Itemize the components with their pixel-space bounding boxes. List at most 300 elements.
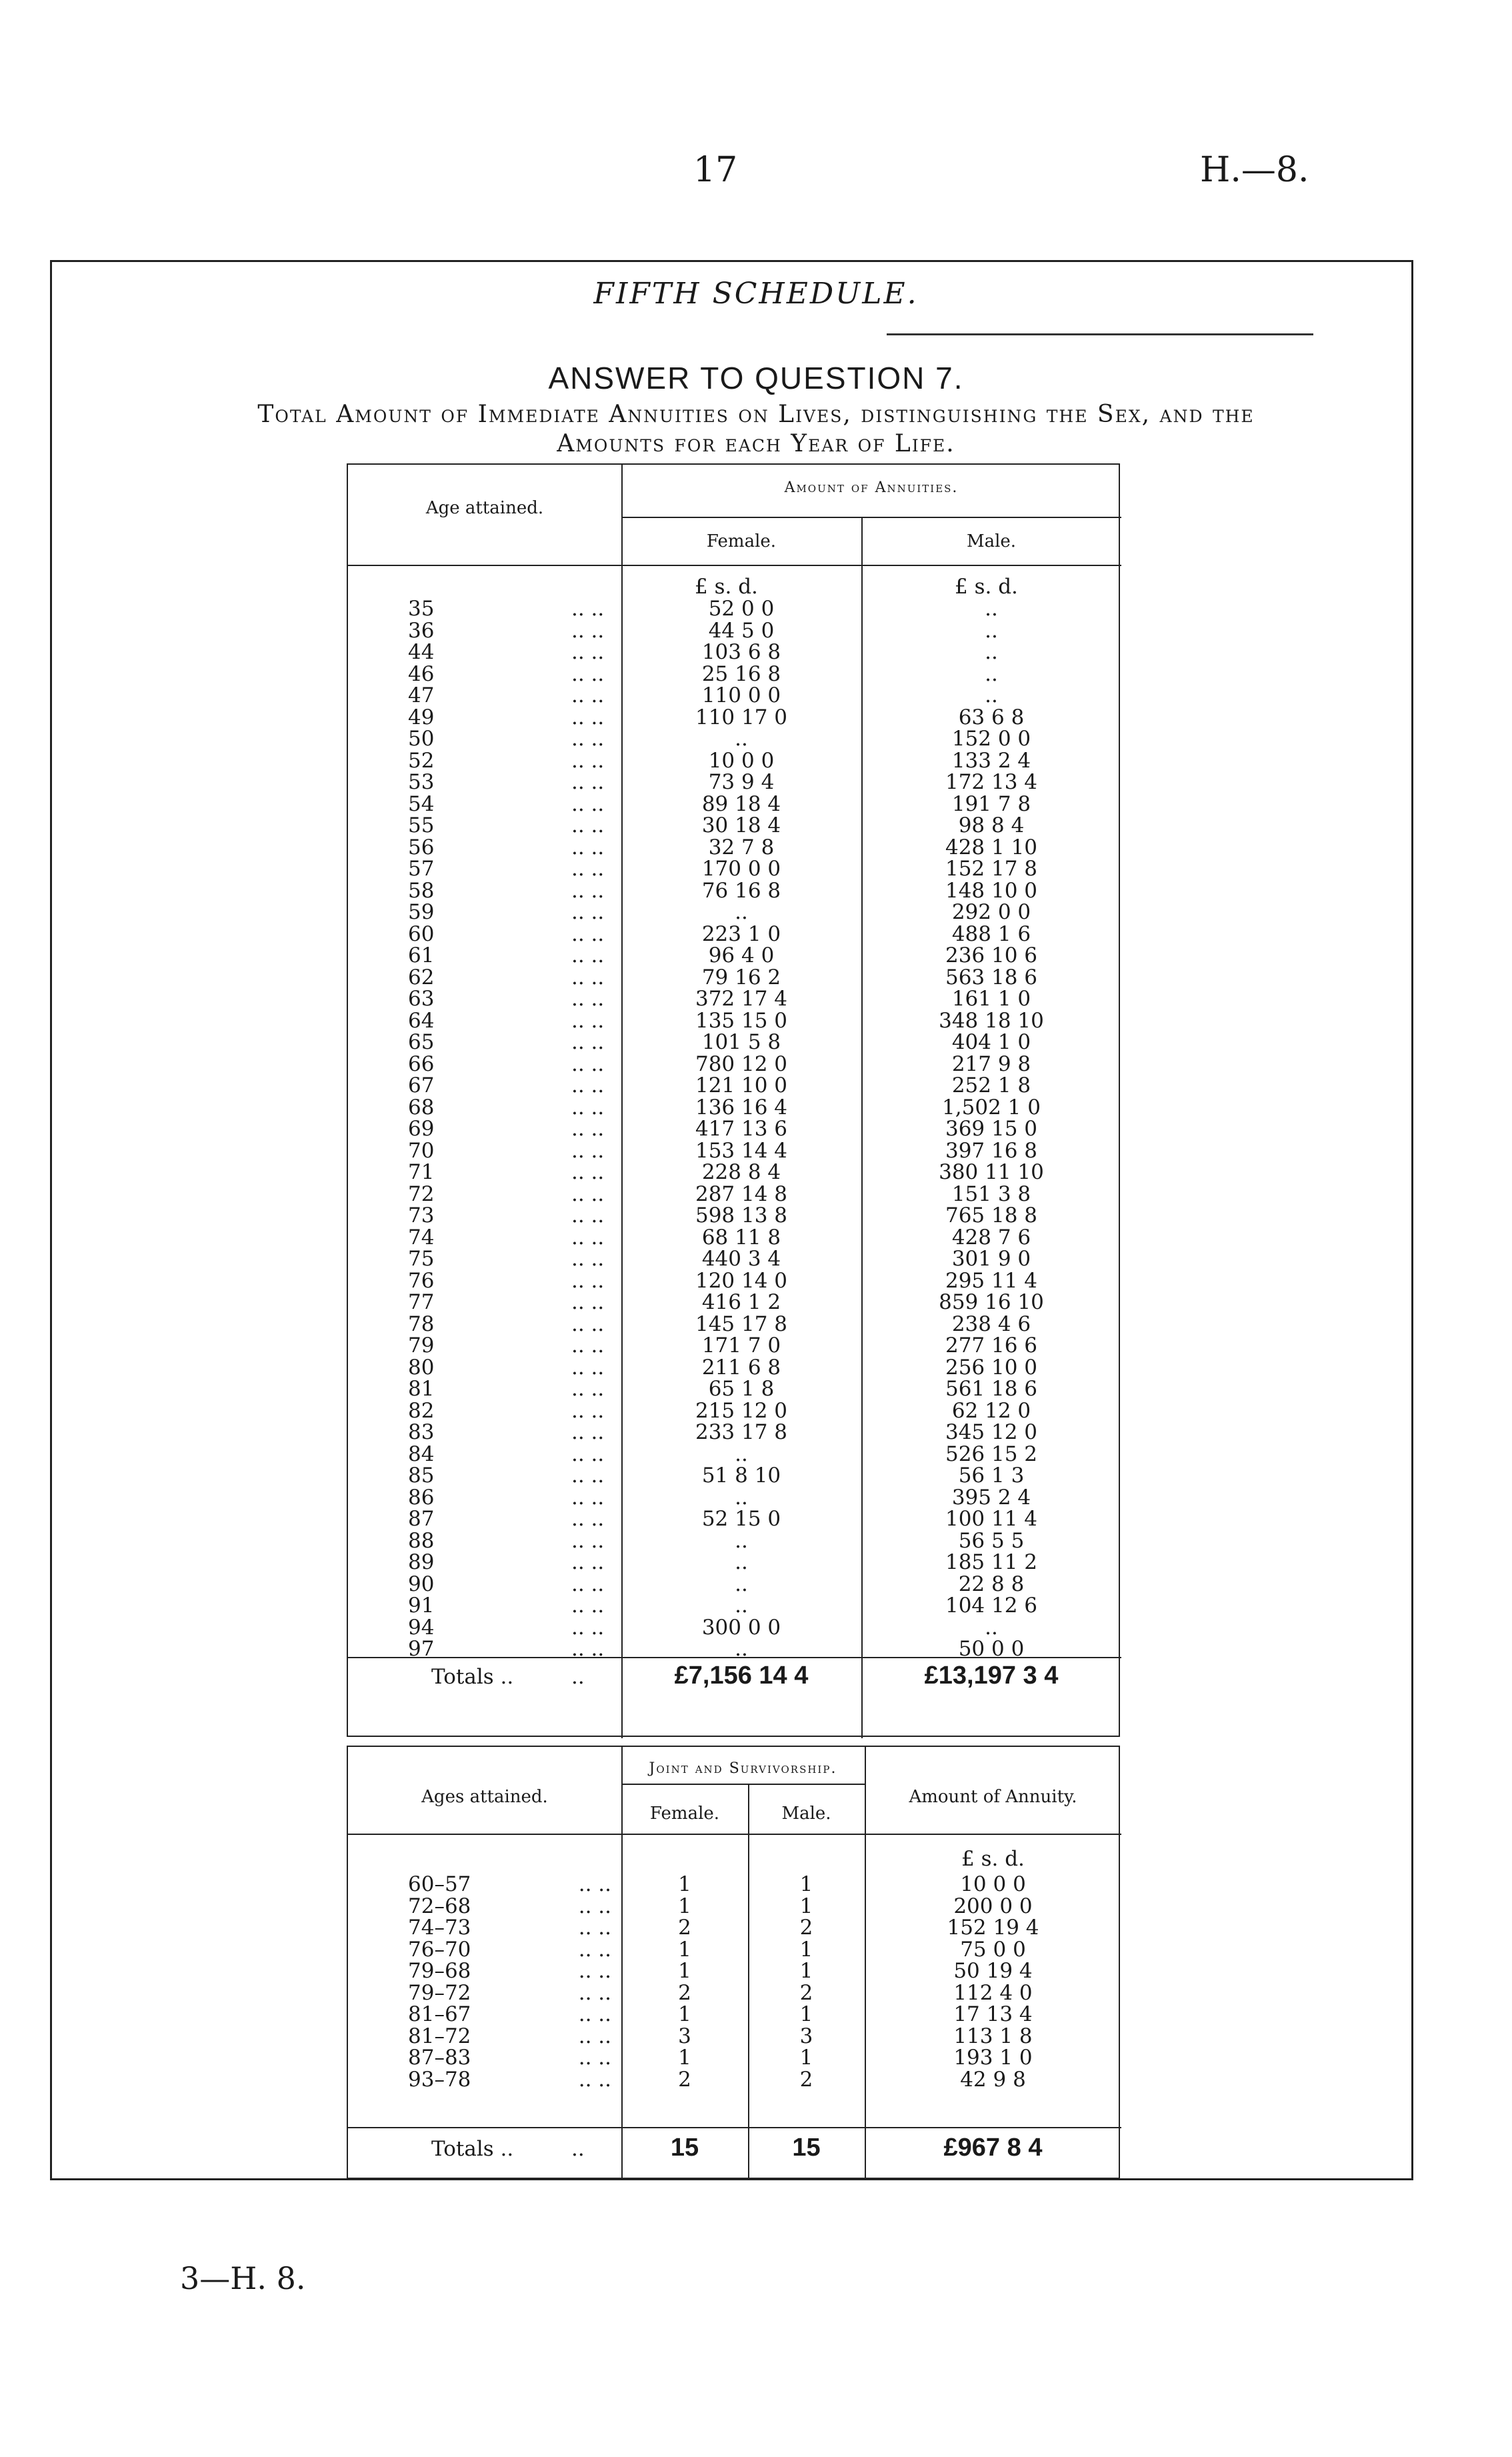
row-amount: 193 1 0 bbox=[953, 2046, 1033, 2070]
column-header-female: Female. bbox=[706, 531, 777, 551]
row-dots: .. .. bbox=[571, 1181, 605, 1206]
row-male-amount: 172 13 4 bbox=[945, 770, 1038, 794]
row-dots: .. .. bbox=[571, 1268, 605, 1293]
row-dots: .. .. bbox=[571, 1464, 605, 1488]
row-dots: .. .. bbox=[571, 1572, 605, 1596]
row-female-amount: 52 15 0 bbox=[701, 1507, 781, 1531]
table-row bbox=[348, 815, 1121, 836]
row-age: 66 bbox=[408, 1051, 435, 1076]
units-amount: £ s. d. bbox=[961, 1847, 1025, 1871]
row-dots: .. .. bbox=[571, 1334, 605, 1358]
row-age: 49 bbox=[408, 705, 435, 729]
row-amount: 50 19 4 bbox=[953, 1959, 1033, 1983]
row-age: 85 bbox=[408, 1464, 435, 1488]
table-row bbox=[348, 620, 1121, 641]
row-dots: .. .. bbox=[571, 1594, 605, 1618]
row-dots: .. .. bbox=[571, 727, 605, 751]
row-ages: 93–78 bbox=[408, 2067, 471, 2092]
row-female-amount: 170 0 0 bbox=[701, 857, 781, 881]
row-female-amount: .. bbox=[735, 1572, 748, 1596]
row-male-amount: 765 18 8 bbox=[945, 1203, 1038, 1227]
row-male-amount: 185 11 2 bbox=[945, 1550, 1038, 1574]
table-row bbox=[348, 2026, 1121, 2047]
row-dots: .. .. bbox=[571, 1203, 605, 1227]
row-male-amount: 98 8 4 bbox=[958, 813, 1025, 837]
row-female-count: 2 bbox=[678, 2067, 691, 2092]
row-male-count: 1 bbox=[799, 2002, 813, 2026]
row-dots: .. .. bbox=[578, 1894, 611, 1918]
row-male-amount: 563 18 6 bbox=[945, 965, 1038, 989]
table-row bbox=[348, 685, 1121, 706]
row-male-amount: 1,502 1 0 bbox=[942, 1095, 1041, 1119]
table-title-line-1: Total Amount of Immediate Annuities on Lives, distinguishing the Sex, and the bbox=[257, 401, 1255, 428]
table-row bbox=[348, 1917, 1121, 1938]
row-age: 72 bbox=[408, 1181, 435, 1206]
row-age: 82 bbox=[408, 1398, 435, 1423]
row-dots: .. .. bbox=[578, 1980, 611, 2005]
table-row bbox=[348, 1010, 1121, 1031]
row-amount: 113 1 8 bbox=[953, 2024, 1033, 2048]
row-male-count: 1 bbox=[799, 1872, 813, 1896]
row-female-amount: 110 17 0 bbox=[695, 705, 788, 729]
row-age: 57 bbox=[408, 857, 435, 881]
row-age: 61 bbox=[408, 943, 435, 967]
table-row bbox=[348, 793, 1121, 815]
row-dots: .. .. bbox=[571, 748, 605, 773]
row-male-count: 3 bbox=[799, 2024, 813, 2048]
row-male-amount: 295 11 4 bbox=[945, 1268, 1038, 1293]
row-age: 77 bbox=[408, 1290, 435, 1314]
row-dots: .. .. bbox=[578, 1872, 611, 1896]
row-male-amount: 397 16 8 bbox=[945, 1138, 1038, 1163]
row-female-amount: 10 0 0 bbox=[708, 748, 775, 773]
table-row bbox=[348, 945, 1121, 966]
row-dots: .. .. bbox=[571, 1507, 605, 1531]
row-female-amount: 153 14 4 bbox=[695, 1138, 788, 1163]
table-row bbox=[348, 1595, 1121, 1616]
table-row bbox=[348, 1638, 1121, 1660]
row-female-amount: 30 18 4 bbox=[701, 813, 781, 837]
row-female-amount: 440 3 4 bbox=[701, 1247, 781, 1271]
row-ages: 79–72 bbox=[408, 1980, 471, 2005]
row-dots: .. .. bbox=[578, 2067, 611, 2092]
row-dots: .. .. bbox=[571, 597, 605, 621]
totals-dots: .. bbox=[571, 1665, 585, 1689]
totals-label: Totals .. bbox=[431, 1665, 514, 1689]
units-female: £ s. d. bbox=[695, 575, 758, 599]
row-age: 64 bbox=[408, 1008, 435, 1033]
table-row bbox=[348, 901, 1121, 923]
row-female-amount: 51 8 10 bbox=[701, 1464, 781, 1488]
row-age: 58 bbox=[408, 878, 435, 903]
row-female-count: 1 bbox=[678, 2046, 691, 2070]
units-male: £ s. d. bbox=[955, 575, 1018, 599]
row-female-amount: 135 15 0 bbox=[695, 1008, 788, 1033]
row-female-amount: 101 5 8 bbox=[701, 1030, 781, 1054]
row-age: 89 bbox=[408, 1550, 435, 1574]
table-row bbox=[348, 967, 1121, 988]
row-dots: .. .. bbox=[571, 1442, 605, 1466]
header-rule bbox=[348, 1834, 1121, 1835]
row-male-amount: .. bbox=[985, 618, 998, 643]
table-row bbox=[348, 1314, 1121, 1335]
row-male-amount: 191 7 8 bbox=[951, 791, 1031, 816]
row-dots: .. .. bbox=[571, 1095, 605, 1119]
table-row bbox=[348, 598, 1121, 619]
table-row bbox=[348, 728, 1121, 749]
row-female-count: 2 bbox=[678, 1980, 691, 2005]
row-amount: 10 0 0 bbox=[960, 1872, 1026, 1896]
question-heading: ANSWER TO QUESTION 7. bbox=[548, 361, 964, 395]
row-age: 68 bbox=[408, 1095, 435, 1119]
table-row bbox=[348, 837, 1121, 858]
table-row bbox=[348, 707, 1121, 728]
table-row bbox=[348, 1508, 1121, 1530]
row-male-amount: 369 15 0 bbox=[945, 1117, 1038, 1141]
table-row bbox=[348, 1118, 1121, 1139]
table-row bbox=[348, 663, 1121, 685]
table-row bbox=[348, 1378, 1121, 1400]
row-dots: .. .. bbox=[571, 900, 605, 924]
table-row bbox=[348, 1227, 1121, 1248]
row-female-amount: 44 5 0 bbox=[708, 618, 775, 643]
row-dots: .. .. bbox=[571, 878, 605, 903]
row-female-amount: 372 17 4 bbox=[695, 987, 788, 1011]
row-female-amount: 110 0 0 bbox=[701, 683, 781, 707]
row-dots: .. .. bbox=[571, 1485, 605, 1510]
row-female-amount: 73 9 4 bbox=[708, 770, 775, 794]
row-male-amount: 526 15 2 bbox=[945, 1442, 1038, 1466]
row-female-amount: 211 6 8 bbox=[701, 1355, 781, 1380]
row-male-amount: 152 0 0 bbox=[951, 727, 1031, 751]
table-row bbox=[348, 641, 1121, 663]
row-female-count: 1 bbox=[678, 1872, 691, 1896]
row-dots: .. .. bbox=[571, 1030, 605, 1054]
row-age: 55 bbox=[408, 813, 435, 837]
table-row bbox=[348, 2047, 1121, 2068]
row-male-amount: 348 18 10 bbox=[939, 1008, 1044, 1033]
row-dots: .. .. bbox=[571, 1550, 605, 1574]
row-male-amount: 277 16 6 bbox=[945, 1334, 1038, 1358]
row-male-amount: 217 9 8 bbox=[951, 1051, 1031, 1076]
table-row bbox=[348, 1982, 1121, 2004]
row-dots: .. .. bbox=[571, 1398, 605, 1423]
row-male-amount: 236 10 6 bbox=[945, 943, 1038, 967]
row-age: 84 bbox=[408, 1442, 435, 1466]
row-male-amount: 56 1 3 bbox=[958, 1464, 1025, 1488]
row-ages: 74–73 bbox=[408, 1916, 471, 1940]
row-male-amount: 56 5 5 bbox=[958, 1528, 1025, 1553]
row-female-amount: .. bbox=[735, 1637, 748, 1661]
row-male-amount: 256 10 0 bbox=[945, 1355, 1038, 1380]
annuities-table bbox=[347, 463, 1120, 1737]
row-age: 53 bbox=[408, 770, 435, 794]
row-dots: .. .. bbox=[571, 791, 605, 816]
column-header-amount: Amount of Annuity. bbox=[909, 1787, 1077, 1807]
row-male-count: 1 bbox=[799, 1937, 813, 1962]
row-age: 47 bbox=[408, 683, 435, 707]
row-male-amount: 152 17 8 bbox=[945, 857, 1038, 881]
row-dots: .. .. bbox=[571, 1528, 605, 1553]
table-row bbox=[348, 1400, 1121, 1422]
row-age: 52 bbox=[408, 748, 435, 773]
table-row bbox=[348, 1357, 1121, 1378]
table-row bbox=[348, 1205, 1121, 1226]
row-male-amount: .. bbox=[985, 683, 998, 707]
row-age: 80 bbox=[408, 1355, 435, 1380]
row-female-amount: 32 7 8 bbox=[708, 835, 775, 859]
row-male-amount: 63 6 8 bbox=[958, 705, 1025, 729]
row-age: 54 bbox=[408, 791, 435, 816]
table-row bbox=[348, 1552, 1121, 1573]
row-male-amount: 345 12 0 bbox=[945, 1420, 1038, 1444]
row-ages: 79–68 bbox=[408, 1959, 471, 1983]
row-dots: .. .. bbox=[571, 813, 605, 837]
total-amount: £967 8 4 bbox=[943, 2134, 1043, 2162]
row-male-amount: 404 1 0 bbox=[951, 1030, 1031, 1054]
table-row bbox=[348, 1874, 1121, 1895]
row-dots: .. .. bbox=[571, 1008, 605, 1033]
total-male: 15 bbox=[792, 2134, 821, 2162]
row-female-amount: 52 0 0 bbox=[708, 597, 775, 621]
table-row bbox=[348, 1075, 1121, 1096]
document-code: H.—8. bbox=[1200, 150, 1309, 190]
row-age: 35 bbox=[408, 597, 435, 621]
total-female: £7,156 14 4 bbox=[674, 1662, 809, 1690]
row-age: 86 bbox=[408, 1485, 435, 1510]
column-header-female: Female. bbox=[649, 1804, 720, 1824]
row-dots: .. .. bbox=[578, 1916, 611, 1940]
row-age: 71 bbox=[408, 1160, 435, 1184]
row-age: 60 bbox=[408, 921, 435, 946]
row-female-amount: .. bbox=[735, 1442, 748, 1466]
row-amount: 112 4 0 bbox=[953, 1980, 1033, 2005]
row-ages: 81–72 bbox=[408, 2024, 471, 2048]
row-female-amount: .. bbox=[735, 1594, 748, 1618]
row-male-amount: 561 18 6 bbox=[945, 1377, 1038, 1401]
row-age: 73 bbox=[408, 1203, 435, 1227]
row-female-amount: 171 7 0 bbox=[701, 1334, 781, 1358]
row-male-amount: 62 12 0 bbox=[951, 1398, 1031, 1423]
row-age: 76 bbox=[408, 1268, 435, 1293]
row-female-amount: 223 1 0 bbox=[701, 921, 781, 946]
row-dots: .. .. bbox=[571, 943, 605, 967]
row-age: 88 bbox=[408, 1528, 435, 1553]
totals-dots: .. bbox=[571, 2137, 585, 2161]
row-dots: .. .. bbox=[571, 1073, 605, 1097]
table-row bbox=[348, 1183, 1121, 1205]
row-female-amount: 89 18 4 bbox=[701, 791, 781, 816]
row-male-count: 2 bbox=[799, 2067, 813, 2092]
row-female-count: 1 bbox=[678, 1959, 691, 1983]
row-age: 62 bbox=[408, 965, 435, 989]
joint-survivorship-table bbox=[347, 1746, 1120, 2179]
row-male-amount: 292 0 0 bbox=[951, 900, 1031, 924]
row-female-amount: .. bbox=[735, 900, 748, 924]
row-age: 63 bbox=[408, 987, 435, 1011]
totals-rule bbox=[348, 2127, 1121, 2128]
row-female-amount: 121 10 0 bbox=[695, 1073, 788, 1097]
row-male-count: 1 bbox=[799, 1959, 813, 1983]
row-male-amount: .. bbox=[985, 661, 998, 686]
row-age: 69 bbox=[408, 1117, 435, 1141]
row-male-amount: 380 11 10 bbox=[939, 1160, 1044, 1184]
table-row bbox=[348, 2069, 1121, 2090]
row-age: 46 bbox=[408, 661, 435, 686]
row-male-count: 2 bbox=[799, 1916, 813, 1940]
row-male-count: 1 bbox=[799, 1894, 813, 1918]
row-female-amount: 780 12 0 bbox=[695, 1051, 788, 1076]
row-dots: .. .. bbox=[571, 1420, 605, 1444]
table-row bbox=[348, 1053, 1121, 1075]
header-rule bbox=[348, 565, 1121, 566]
row-female-amount: 76 16 8 bbox=[701, 878, 781, 903]
table-title bbox=[0, 400, 1512, 459]
table-row bbox=[348, 1270, 1121, 1292]
row-age: 94 bbox=[408, 1615, 435, 1640]
table-row bbox=[348, 1140, 1121, 1161]
row-female-amount: 416 1 2 bbox=[701, 1290, 781, 1314]
row-age: 83 bbox=[408, 1420, 435, 1444]
row-dots: .. .. bbox=[571, 1290, 605, 1314]
row-female-amount: 79 16 2 bbox=[701, 965, 781, 989]
totals-label: Totals .. bbox=[431, 2137, 514, 2161]
row-dots: .. .. bbox=[571, 1160, 605, 1184]
column-header-ages: Ages attained. bbox=[421, 1787, 548, 1807]
row-age: 79 bbox=[408, 1334, 435, 1358]
row-dots: .. .. bbox=[571, 1138, 605, 1163]
row-dots: .. .. bbox=[571, 618, 605, 643]
row-female-amount: 215 12 0 bbox=[695, 1398, 788, 1423]
row-female-amount: 598 13 8 bbox=[695, 1203, 788, 1227]
row-female-amount: 68 11 8 bbox=[701, 1225, 781, 1250]
row-male-amount: 859 16 10 bbox=[939, 1290, 1044, 1314]
table-row bbox=[348, 1031, 1121, 1053]
row-female-amount: 25 16 8 bbox=[701, 661, 781, 686]
row-age: 75 bbox=[408, 1247, 435, 1271]
row-dots: .. .. bbox=[578, 2046, 611, 2070]
row-male-amount: 238 4 6 bbox=[951, 1312, 1031, 1336]
row-female-amount: 96 4 0 bbox=[708, 943, 775, 967]
column-header-joint: Joint and Survivorship. bbox=[649, 1760, 837, 1777]
table-row bbox=[348, 1960, 1121, 1982]
row-female-amount: 417 13 6 bbox=[695, 1117, 788, 1141]
table-row bbox=[348, 1292, 1121, 1313]
row-dots: .. .. bbox=[571, 1247, 605, 1271]
row-male-amount: .. bbox=[985, 1615, 998, 1640]
row-dots: .. .. bbox=[571, 1225, 605, 1250]
header-rule bbox=[621, 517, 1121, 518]
row-male-amount: 22 8 8 bbox=[958, 1572, 1025, 1596]
row-female-amount: .. bbox=[735, 1528, 748, 1553]
table-row bbox=[348, 1939, 1121, 1960]
table-row bbox=[348, 923, 1121, 945]
row-male-amount: 252 1 8 bbox=[951, 1073, 1031, 1097]
row-male-amount: .. bbox=[985, 640, 998, 664]
row-amount: 200 0 0 bbox=[953, 1894, 1033, 1918]
row-dots: .. .. bbox=[571, 661, 605, 686]
row-age: 65 bbox=[408, 1030, 435, 1054]
row-dots: .. .. bbox=[578, 2002, 611, 2026]
row-female-amount: 103 6 8 bbox=[701, 640, 781, 664]
row-dots: .. .. bbox=[571, 965, 605, 989]
column-header-male: Male. bbox=[781, 1804, 831, 1824]
table-row bbox=[348, 750, 1121, 771]
row-male-amount: 161 1 0 bbox=[951, 987, 1031, 1011]
row-male-amount: 428 7 6 bbox=[951, 1225, 1031, 1250]
row-male-amount: 395 2 4 bbox=[951, 1485, 1031, 1510]
row-female-amount: 300 0 0 bbox=[701, 1615, 781, 1640]
table-row bbox=[348, 2004, 1121, 2025]
table-row bbox=[348, 858, 1121, 879]
column-header-male: Male. bbox=[966, 531, 1017, 551]
row-age: 56 bbox=[408, 835, 435, 859]
row-female-amount: 287 14 8 bbox=[695, 1181, 788, 1206]
table-row bbox=[348, 1422, 1121, 1443]
row-dots: .. .. bbox=[571, 1051, 605, 1076]
row-female-amount: 120 14 0 bbox=[695, 1268, 788, 1293]
row-age: 78 bbox=[408, 1312, 435, 1336]
title-rule bbox=[887, 333, 1313, 335]
row-age: 87 bbox=[408, 1507, 435, 1531]
row-age: 97 bbox=[408, 1637, 435, 1661]
row-dots: .. .. bbox=[571, 770, 605, 794]
row-age: 90 bbox=[408, 1572, 435, 1596]
row-female-amount: 65 1 8 bbox=[708, 1377, 775, 1401]
table-row bbox=[348, 1530, 1121, 1552]
row-female-amount: .. bbox=[735, 727, 748, 751]
table-title-line-2: Amounts for each Year of Life. bbox=[557, 430, 955, 457]
schedule-title: FIFTH SCHEDULE. bbox=[593, 277, 919, 311]
row-dots: .. .. bbox=[571, 987, 605, 1011]
row-dots: .. .. bbox=[571, 921, 605, 946]
row-ages: 81–67 bbox=[408, 2002, 471, 2026]
row-male-count: 1 bbox=[799, 2046, 813, 2070]
row-amount: 17 13 4 bbox=[953, 2002, 1033, 2026]
row-age: 44 bbox=[408, 640, 435, 664]
row-male-count: 2 bbox=[799, 1980, 813, 2005]
table-row bbox=[348, 1444, 1121, 1465]
table-row bbox=[348, 1465, 1121, 1486]
table-row bbox=[348, 988, 1121, 1009]
page-number: 17 bbox=[693, 150, 738, 190]
row-female-amount: 145 17 8 bbox=[695, 1312, 788, 1336]
row-dots: .. .. bbox=[571, 1637, 605, 1661]
row-ages: 87–83 bbox=[408, 2046, 471, 2070]
total-female: 15 bbox=[670, 2134, 699, 2162]
row-age: 91 bbox=[408, 1594, 435, 1618]
row-age: 81 bbox=[408, 1377, 435, 1401]
row-female-count: 2 bbox=[678, 1916, 691, 1940]
row-male-amount: 100 11 4 bbox=[945, 1507, 1038, 1531]
row-age: 74 bbox=[408, 1225, 435, 1250]
row-amount: 42 9 8 bbox=[960, 2067, 1026, 2092]
row-dots: .. .. bbox=[571, 1117, 605, 1141]
column-header-age: Age attained. bbox=[425, 498, 544, 518]
row-age: 59 bbox=[408, 900, 435, 924]
row-dots: .. .. bbox=[571, 857, 605, 881]
row-ages: 60–57 bbox=[408, 1872, 471, 1896]
table-row bbox=[348, 1574, 1121, 1595]
row-female-amount: 233 17 8 bbox=[695, 1420, 788, 1444]
row-male-amount: 301 9 0 bbox=[951, 1247, 1031, 1271]
row-male-amount: 148 10 0 bbox=[945, 878, 1038, 903]
row-dots: .. .. bbox=[578, 2024, 611, 2048]
row-male-amount: 428 1 10 bbox=[945, 835, 1038, 859]
row-dots: .. .. bbox=[571, 640, 605, 664]
row-dots: .. .. bbox=[571, 835, 605, 859]
row-female-count: 1 bbox=[678, 2002, 691, 2026]
